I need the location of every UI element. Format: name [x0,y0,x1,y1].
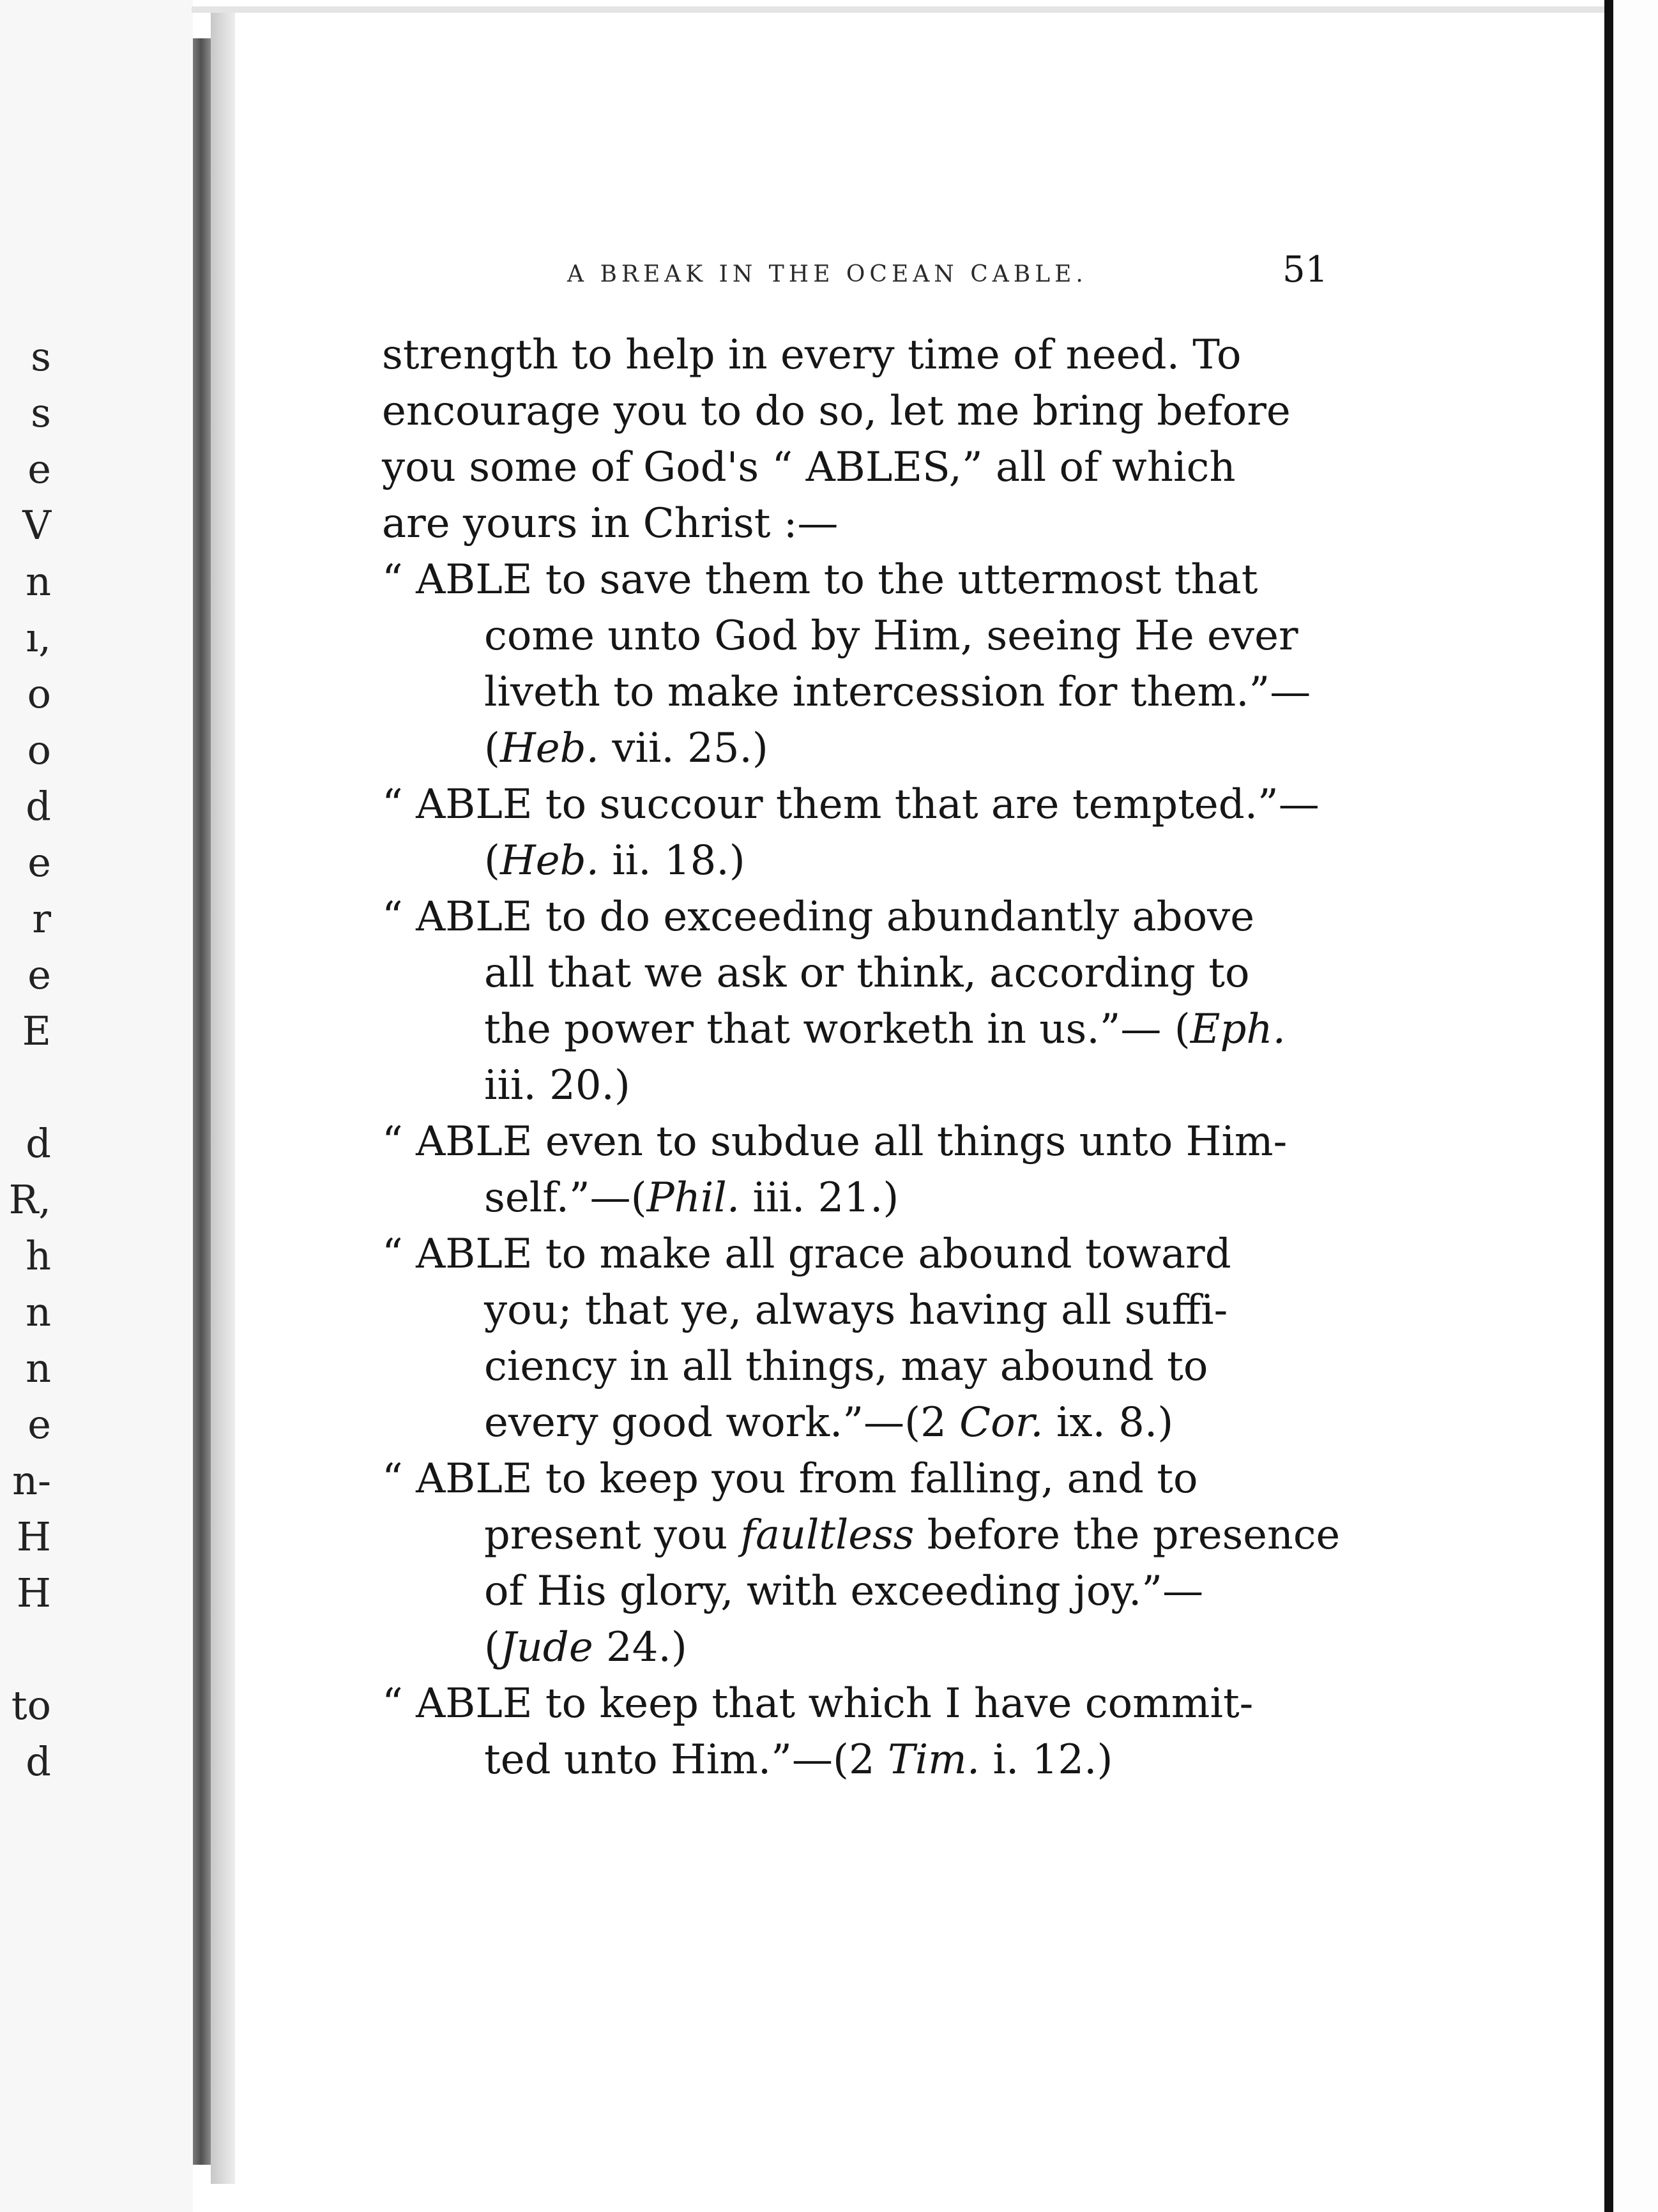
text-line: “ ABLE to keep you from falling, and to [382,1455,1198,1503]
text-line: (Jude 24.) [484,1624,687,1671]
body-text [382,327,1340,1788]
text-line: ted unto Him.”—(2 Tim. i. 12.) [484,1736,1113,1784]
text-line: “ ABLE to keep that which I have commit- [382,1680,1254,1727]
left-page-fragment: o [27,670,51,717]
left-page-fragment: H [16,1570,51,1616]
text-line: “ ABLE to make all grace abound toward [382,1231,1231,1278]
scan-right-border [1604,0,1613,2212]
left-page-fragment: E [22,1008,51,1054]
left-page-fragment: e [27,1401,51,1448]
left-page-fragment: d [26,783,51,830]
book-gutter-fade [211,13,235,2184]
left-page-fragment: n- [12,1457,51,1504]
left-page-fragment: s [31,333,51,380]
text-line: encourage you to do so, let me bring before [382,388,1291,435]
text-line: “ ABLE to succour them that are tempted.”— [382,781,1320,828]
text-line: (Heb. vii. 25.) [484,725,768,772]
page-number: 51 [1282,249,1328,291]
left-page-fragment: n [26,558,51,605]
left-page-fragment: e [27,446,51,492]
text-line: of His glory, with exceeding joy.”— [484,1568,1204,1615]
text-line: liveth to make intercession for them.”— [484,669,1311,716]
text-line: you some of God's “ ABLES,” all of which [382,444,1236,491]
left-page-fragment: V [22,502,51,549]
left-page-fragment: s [31,390,51,436]
text-line: every good work.”—(2 Cor. ix. 8.) [484,1399,1174,1446]
book-gutter-shadow [193,38,211,2165]
text-line: the power that worketh in us.”— (Eph. [484,1006,1286,1053]
left-page-fragment: n [26,1345,51,1391]
text-line: you; that ye, always having all suffi- [484,1287,1228,1334]
text-line: “ ABLE even to subdue all things unto Him- [382,1118,1288,1165]
left-page-fragments [0,329,51,1790]
left-page-edge [0,0,193,2212]
text-line: “ ABLE to do exceeding abundantly above [382,893,1255,941]
scan-margin [1613,0,1658,2212]
page-top-edge [192,6,1609,13]
text-line: (Heb. ii. 18.) [484,837,745,884]
left-page-fragment: n [26,1289,51,1335]
left-page-fragment [0,1621,51,1678]
left-page-fragment: o [27,727,51,773]
left-page-fragment: to [11,1682,51,1729]
text-line: iii. 20.) [484,1062,630,1109]
left-page-fragment: R, [8,1176,51,1223]
left-page-fragment: d [26,1738,51,1785]
text-line: self.”—(Phil. iii. 21.) [484,1174,899,1222]
text-line: “ ABLE to save them to the uttermost that [382,556,1258,603]
running-head: A BREAK IN THE OCEAN CABLE. [567,261,1088,287]
text-line: all that we ask or think, according to [484,950,1250,997]
text-line: come unto God by Him, seeing He ever [484,612,1298,660]
text-line: strength to help in every time of need. To [382,331,1242,379]
text-line: present you faultless before the presence [484,1511,1341,1559]
left-page-fragment: e [27,951,51,998]
left-page-fragment: d [26,1120,51,1167]
left-page-fragment: h [26,1232,51,1279]
text-line: ciency in all things, may abound to [484,1343,1208,1390]
text-line: are yours in Christ :— [382,500,839,547]
left-page-fragment: r [32,895,51,942]
left-page-fragment: ı, [26,614,51,661]
left-page-fragment: H [16,1513,51,1560]
left-page-fragment [0,1059,51,1116]
left-page-fragment: e [27,839,51,886]
